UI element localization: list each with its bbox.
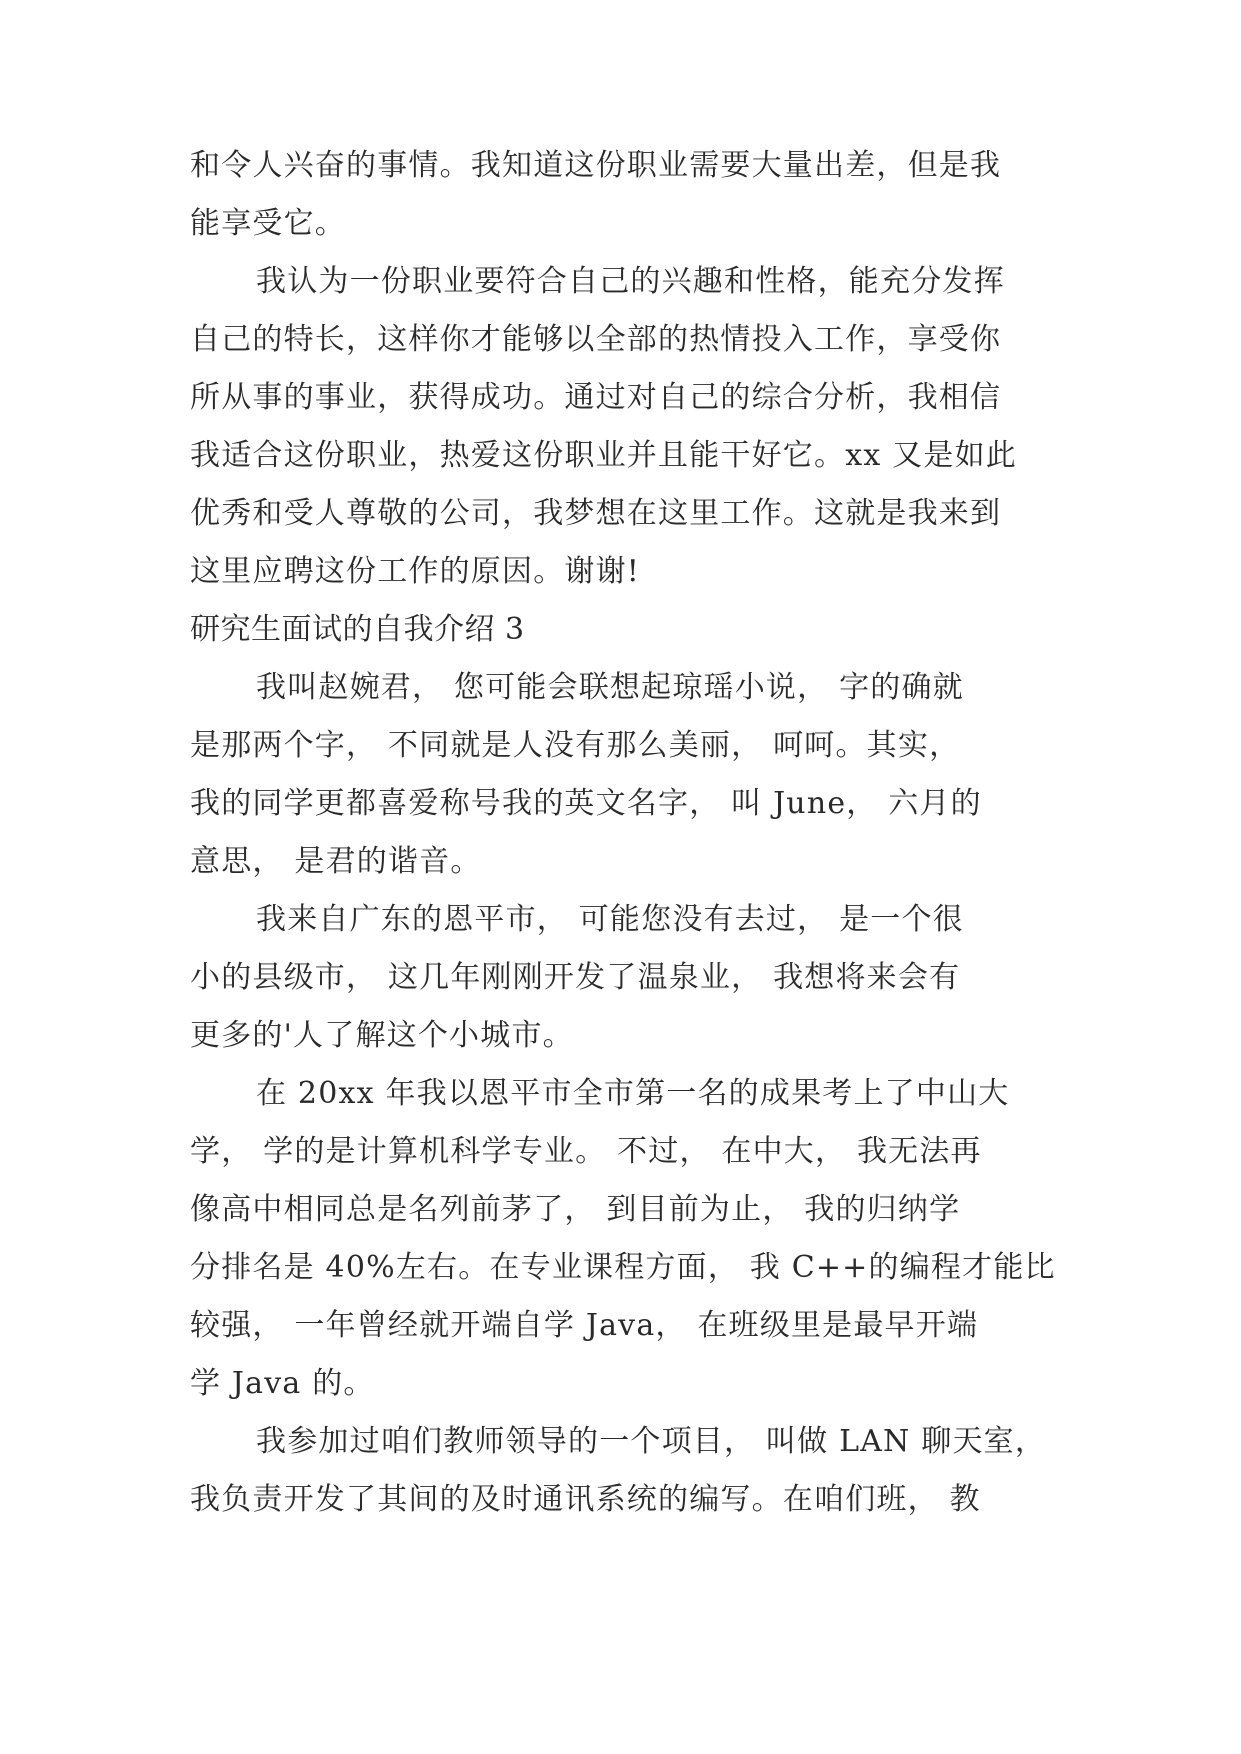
text-line: 我的同学更都喜爱称号我的英文名字， 叫 June， 六月的 xyxy=(190,786,982,821)
paragraph-start-line: 我来自广东的恩平市， 可能您没有去过， 是一个很 xyxy=(256,902,964,937)
document-body xyxy=(190,137,1056,1529)
text-line: 是那两个字， 不同就是人没有那么美丽， 呵呵。其实， xyxy=(190,728,961,763)
text-line: 像高中相同总是名列前茅了， 到目前为止， 我的归纳学 xyxy=(190,1192,961,1227)
text-line: 意思， 是君的谐音。 xyxy=(190,844,482,879)
text-line: 更多的'人了解这个小城市。 xyxy=(190,1018,574,1053)
text-line: 较强， 一年曾经就开端自学 Java， 在班级里是最早开端 xyxy=(190,1308,979,1343)
paragraph-start-line: 我参加过咱们教师领导的一个项目， 叫做 LAN 聊天室， xyxy=(256,1424,1047,1459)
text-line: 自己的特长，这样你才能够以全部的热情投入工作，享受你 xyxy=(190,322,1002,357)
paragraph-start-line: 我叫赵婉君， 您可能会联想起琼瑶小说， 字的确就 xyxy=(256,670,964,705)
text-line: 优秀和受人尊敬的公司，我梦想在这里工作。这就是我来到 xyxy=(190,496,1002,531)
text-line: 分排名是 40%左右。在专业课程方面， 我 C++的编程才能比 xyxy=(190,1250,1056,1285)
paragraph-start-line: 我认为一份职业要符合自己的兴趣和性格，能充分发挥 xyxy=(256,264,1005,299)
section-heading: 研究生面试的自我介绍 3 xyxy=(190,612,525,647)
text-line: 能享受它。 xyxy=(190,206,346,241)
text-line: 我适合这份职业，热爱这份职业并且能干好它。xx 又是如此 xyxy=(190,438,1017,473)
text-line: 和令人兴奋的事情。我知道这份职业需要大量出差，但是我 xyxy=(190,148,1002,183)
text-line: 这里应聘这份工作的原因。谢谢! xyxy=(190,554,641,589)
text-line: 学， 学的是计算机科学专业。 不过， 在中大， 我无法再 xyxy=(190,1134,982,1169)
text-line: 小的县级市， 这几年刚刚开发了温泉业， 我想将来会有 xyxy=(190,960,961,995)
text-line: 我负责开发了其间的及时通讯系统的编写。在咱们班， 教 xyxy=(190,1482,981,1517)
text-line: 学 Java 的。 xyxy=(190,1366,375,1401)
paragraph-start-line: 在 20xx 年我以恩平市全市第一名的成果考上了中山大 xyxy=(256,1076,1010,1111)
text-line: 所从事的事业，获得成功。通过对自己的综合分析，我相信 xyxy=(190,380,1002,415)
